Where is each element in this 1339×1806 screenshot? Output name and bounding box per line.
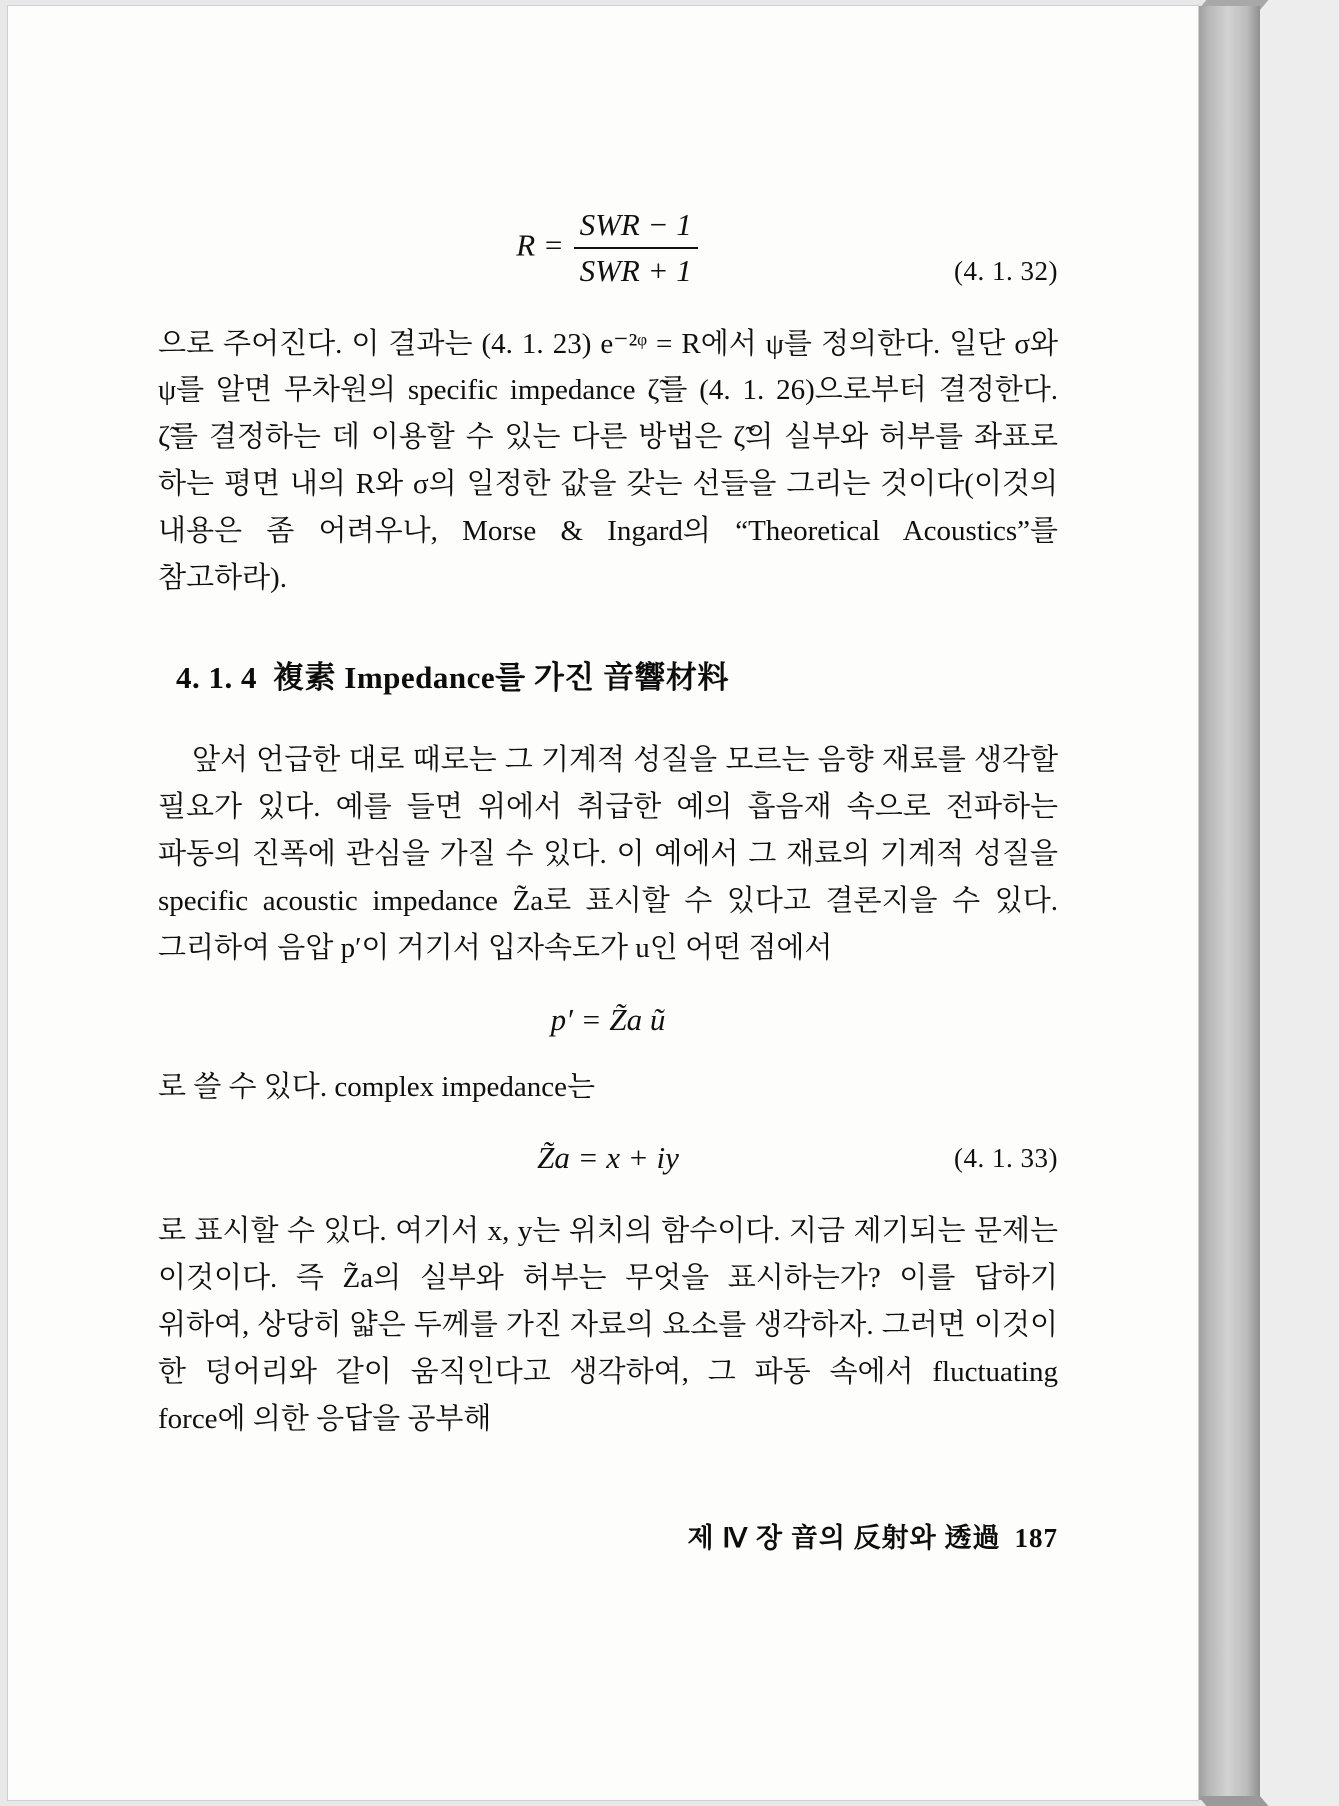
- paragraph-4: 로 표시할 수 있다. 여기서 x, y는 위치의 함수이다. 지금 제기되는 문제는 이것이다. 즉 Z̃a의 실부와 허부는 무엇을 표시하는가? 이를 답하기 위하여, 상당히 얇은 두께를 가진 자료의 요소를 생각하자. 그러면 이것이 한 덩어리와 같이 움직인다고 생각하여, 그 파동 속에서 fluctuating force에 의한 응답을 공부해: [158, 1214, 1058, 1435]
- paragraph-1: 으로 주어진다. 이 결과는 (4. 1. 23) e⁻²ᵠ = R에서 ψ를 정의한다. 일단 σ와 ψ를 알면 무차원의 specific impedance ζ̃를 (4. 1. 26)으로부터 결정한다. ζ̃를 결정하는 데 이용할 수 있는 다른 방법은 ζ̃의 실부와 허부를 좌표로 하는 평면 내의 R와 σ의 일정한 값을 갖는 선들을 그리는 것이다(이것의 내용은 좀 어려우나, Morse & Ingard의 “Theoretical Acoustics”를 참고하라).: [158, 327, 1058, 595]
- equation-4-1-33: [158, 1139, 1058, 1178]
- page-footer-row: [158, 1515, 1058, 1555]
- text-column: [158, 206, 1058, 1555]
- equation-4-1-32-body: [516, 206, 700, 291]
- footer-chapter-text: 제 Ⅳ 장 音의 反射와 透過: [687, 1522, 1001, 1553]
- scan-right-margin: [1260, 0, 1339, 1806]
- section-heading-number: 4. 1. 4: [176, 660, 257, 696]
- equation-lhs: R =: [516, 227, 564, 263]
- section-heading: [176, 652, 1058, 697]
- section-heading-title: 複素 Impedance를 가진 音響材料: [273, 660, 729, 696]
- page-footer: [688, 1516, 1059, 1555]
- equation-p-prime: p′ = Z̃a ũ: [550, 1002, 666, 1038]
- equation-4-1-33-body: Z̃a = x + iy: [537, 1140, 679, 1176]
- page-sheet: [8, 6, 1198, 1800]
- equation-numerator: SWR − 1: [574, 206, 698, 249]
- equation-denominator: SWR + 1: [579, 252, 692, 288]
- equation-4-1-33-number: (4. 1. 33): [954, 1142, 1058, 1173]
- paragraph-2: 앞서 언급한 대로 때로는 그 기계적 성질을 모르는 음향 재료를 생각할 필요가 있다. 예를 들면 위에서 취급한 예의 흡음재 속으로 전파하는 파동의 진폭에 관심을 가질 수 있다. 이 예에서 그 재료의 기계적 성질을 specific acoustic impedance Z̃a로 표시할 수 있다고 결론지을 수 있다. 그리하여 음압 p′이 거기서 입자속도가 u인 어떤 점에서: [158, 744, 1058, 965]
- equation-4-1-32-number: (4. 1. 32): [954, 255, 1058, 286]
- page-edge-bottom: [1198, 1796, 1268, 1806]
- equation-fraction: [574, 206, 698, 291]
- equation-4-1-32: [158, 206, 1058, 291]
- paragraph-3: 로 쓸 수 있다. complex impedance는: [158, 1071, 596, 1104]
- page-number: 187: [1014, 1522, 1058, 1553]
- page-edge-shadow: [1198, 6, 1260, 1800]
